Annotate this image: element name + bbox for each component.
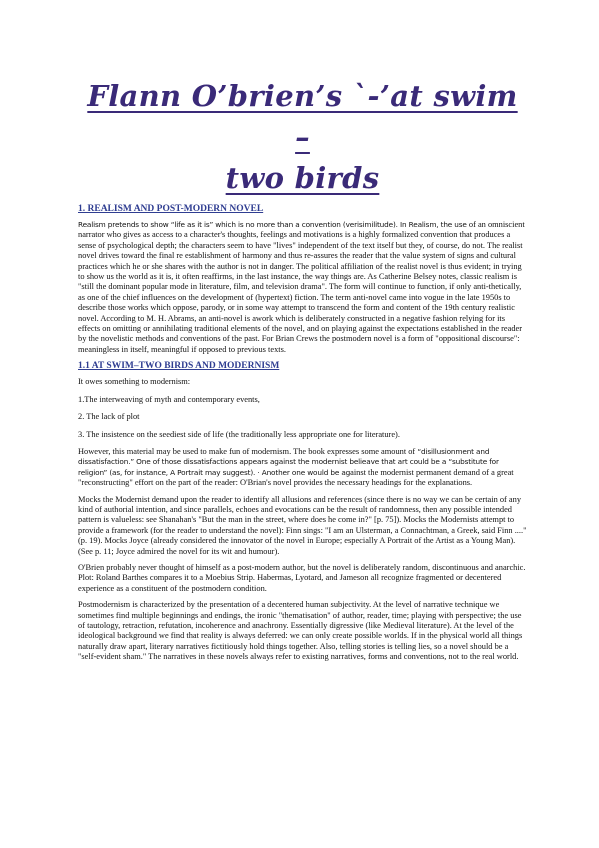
- paragraph-body-realism: of an omniscient narrator who gives as access to a character's thoughts, feelings and motivations is a highly formalized convention that produces a sense of psychological depth; the characters seem to have "lives" independent of the text itself but they, of course, do not. The realist novel drives toward the final re establishment of harmony and thus re-assures the reader that the value system of signs and cultural practices which he or she shares with the author is not in danger. The political affiliation of the realist novel is thus evident; in trying to show us the world as it is, it often reaffirms, in the last instance, the way things are. As Catherine Belsey notes, classic realism is "still the dominant popular mode in literature, film, and television drama". The form will continue to function, if only anti-thetically, as one of the chief influences on the development of (hypertext) fiction. The term anti-novel came into vogue in the late 1950s to describe those works which oppose, parody, or in some way attempt to transcend the form and content of the 19th century realistic novel. According to M. H. Abrams, an anti-novel is awork which is deliberately constructed in a negative fashion relying for its effects on omitting or annihilating traditional elements of the novel, and on playing against the expectations established in the reader by the novelistic methods and conventions of the past. For Brian Crews the postmodern novel is a form of "oppositional discourse": meaningless in itself, meaningful if opposed to previous texts.: [78, 220, 525, 354]
- document-title: [78, 76, 527, 199]
- list-item-3: 3. The insistence on the seediest side of life (the traditionally less appropriate one for literature).: [78, 429, 400, 439]
- list-item-2: 2. The lack of plot: [78, 412, 140, 422]
- paragraph-lead-realism: Realism pretends to show “life as it is” which is no more than a convention (verisimilitude). In Realism, the use: [78, 220, 467, 229]
- paragraph-disillusionment-a: However, this material may be used to make fun of modernism. The book expresses some amount of: [78, 446, 416, 456]
- paragraph-disillusionment-c: ainst the modernist permanent demand of a great "reconstructing" effort on the part of the reader: O'Brian's novel provides the necessary headings for the explanations.: [78, 467, 514, 488]
- title-line-1: Flann O’brien’s `-’at swim –: [87, 79, 518, 154]
- paragraph-realism: [78, 220, 527, 355]
- list-item-1: 1.The interweaving of myth and contemporary events,: [78, 394, 260, 404]
- paragraph-obrien: O'Brien probably never thought of himself as a post-modern author, but the novel is deliberately random, discontinuous and anarchic. Plot: Roland Barthes compares it to a Moebius Strip. Habermas, Lyotard, and Jameson all recognize fragmented or decentered experience as a constituent of the postmodern condition.: [78, 562, 526, 593]
- section-heading-realism: 1. REALISM AND POST-MODERN NOVEL: [78, 204, 264, 214]
- title-line-2: two birds: [225, 161, 380, 195]
- paragraph-postmodernism: Postmodernism is characterized by the presentation of a decentered human subjectivity. At the level of narrative technique we sometimes find multiple beginnings and endings, the ironic "thematisation" of author, reader, time; playing with perspective; the use of tautology, retraction, refutation, incoherence and anachrony. Essentially digressive (like Medieval literature). At the level of the ideological background we find that reality is always deferred: we can only create possible worlds. If in the physical world all things naturally draw apart, literary narratives fictitiously hold things together. Also, telling stories is telling lies, so a novel should be a "self-evident sham." The narratives in these novels always refer to existing narratives, forms and conventions, not to the real world.: [78, 600, 523, 662]
- paragraph-disillusionment-b: “disillusionment and dissatisfaction.” One of those dissatisfactions appears against the modernist belieave that art could be a “substitute for religion” (as, for instance, A Portrait may suggest). · Another one would be ag: [78, 446, 499, 477]
- paragraph-mocks: Mocks the Modernist demand upon the reader to identify all allusions and references (since there is no way we can be certain of any kind of authorial intention, and since parallels, echoes and evocations can be the result of randomness, then any possible intended pattern is valueless: see Shanahan's "But the man in the street, where does he come in?" [p. 75]). Mocks the Modernists attempt to provide a framework (for the reader to understand the novel): Finn sings: "I am an Ulsterman, a Connachtman, a Greek, said Finn ...." (p. 19). Mocks Joyce (already considered the innovator of the novel in Europe; especially A Portrait of the Artist as a Young Man). (See p. 11; Joyce admired the novel for its wit and humour).: [78, 494, 527, 556]
- section-heading-modernism: 1.1 AT SWIM–TWO BIRDS AND MODERNISM: [78, 361, 280, 372]
- paragraph-intro: It owes something to modernism:: [78, 377, 191, 387]
- paragraph-disillusionment: [78, 447, 527, 489]
